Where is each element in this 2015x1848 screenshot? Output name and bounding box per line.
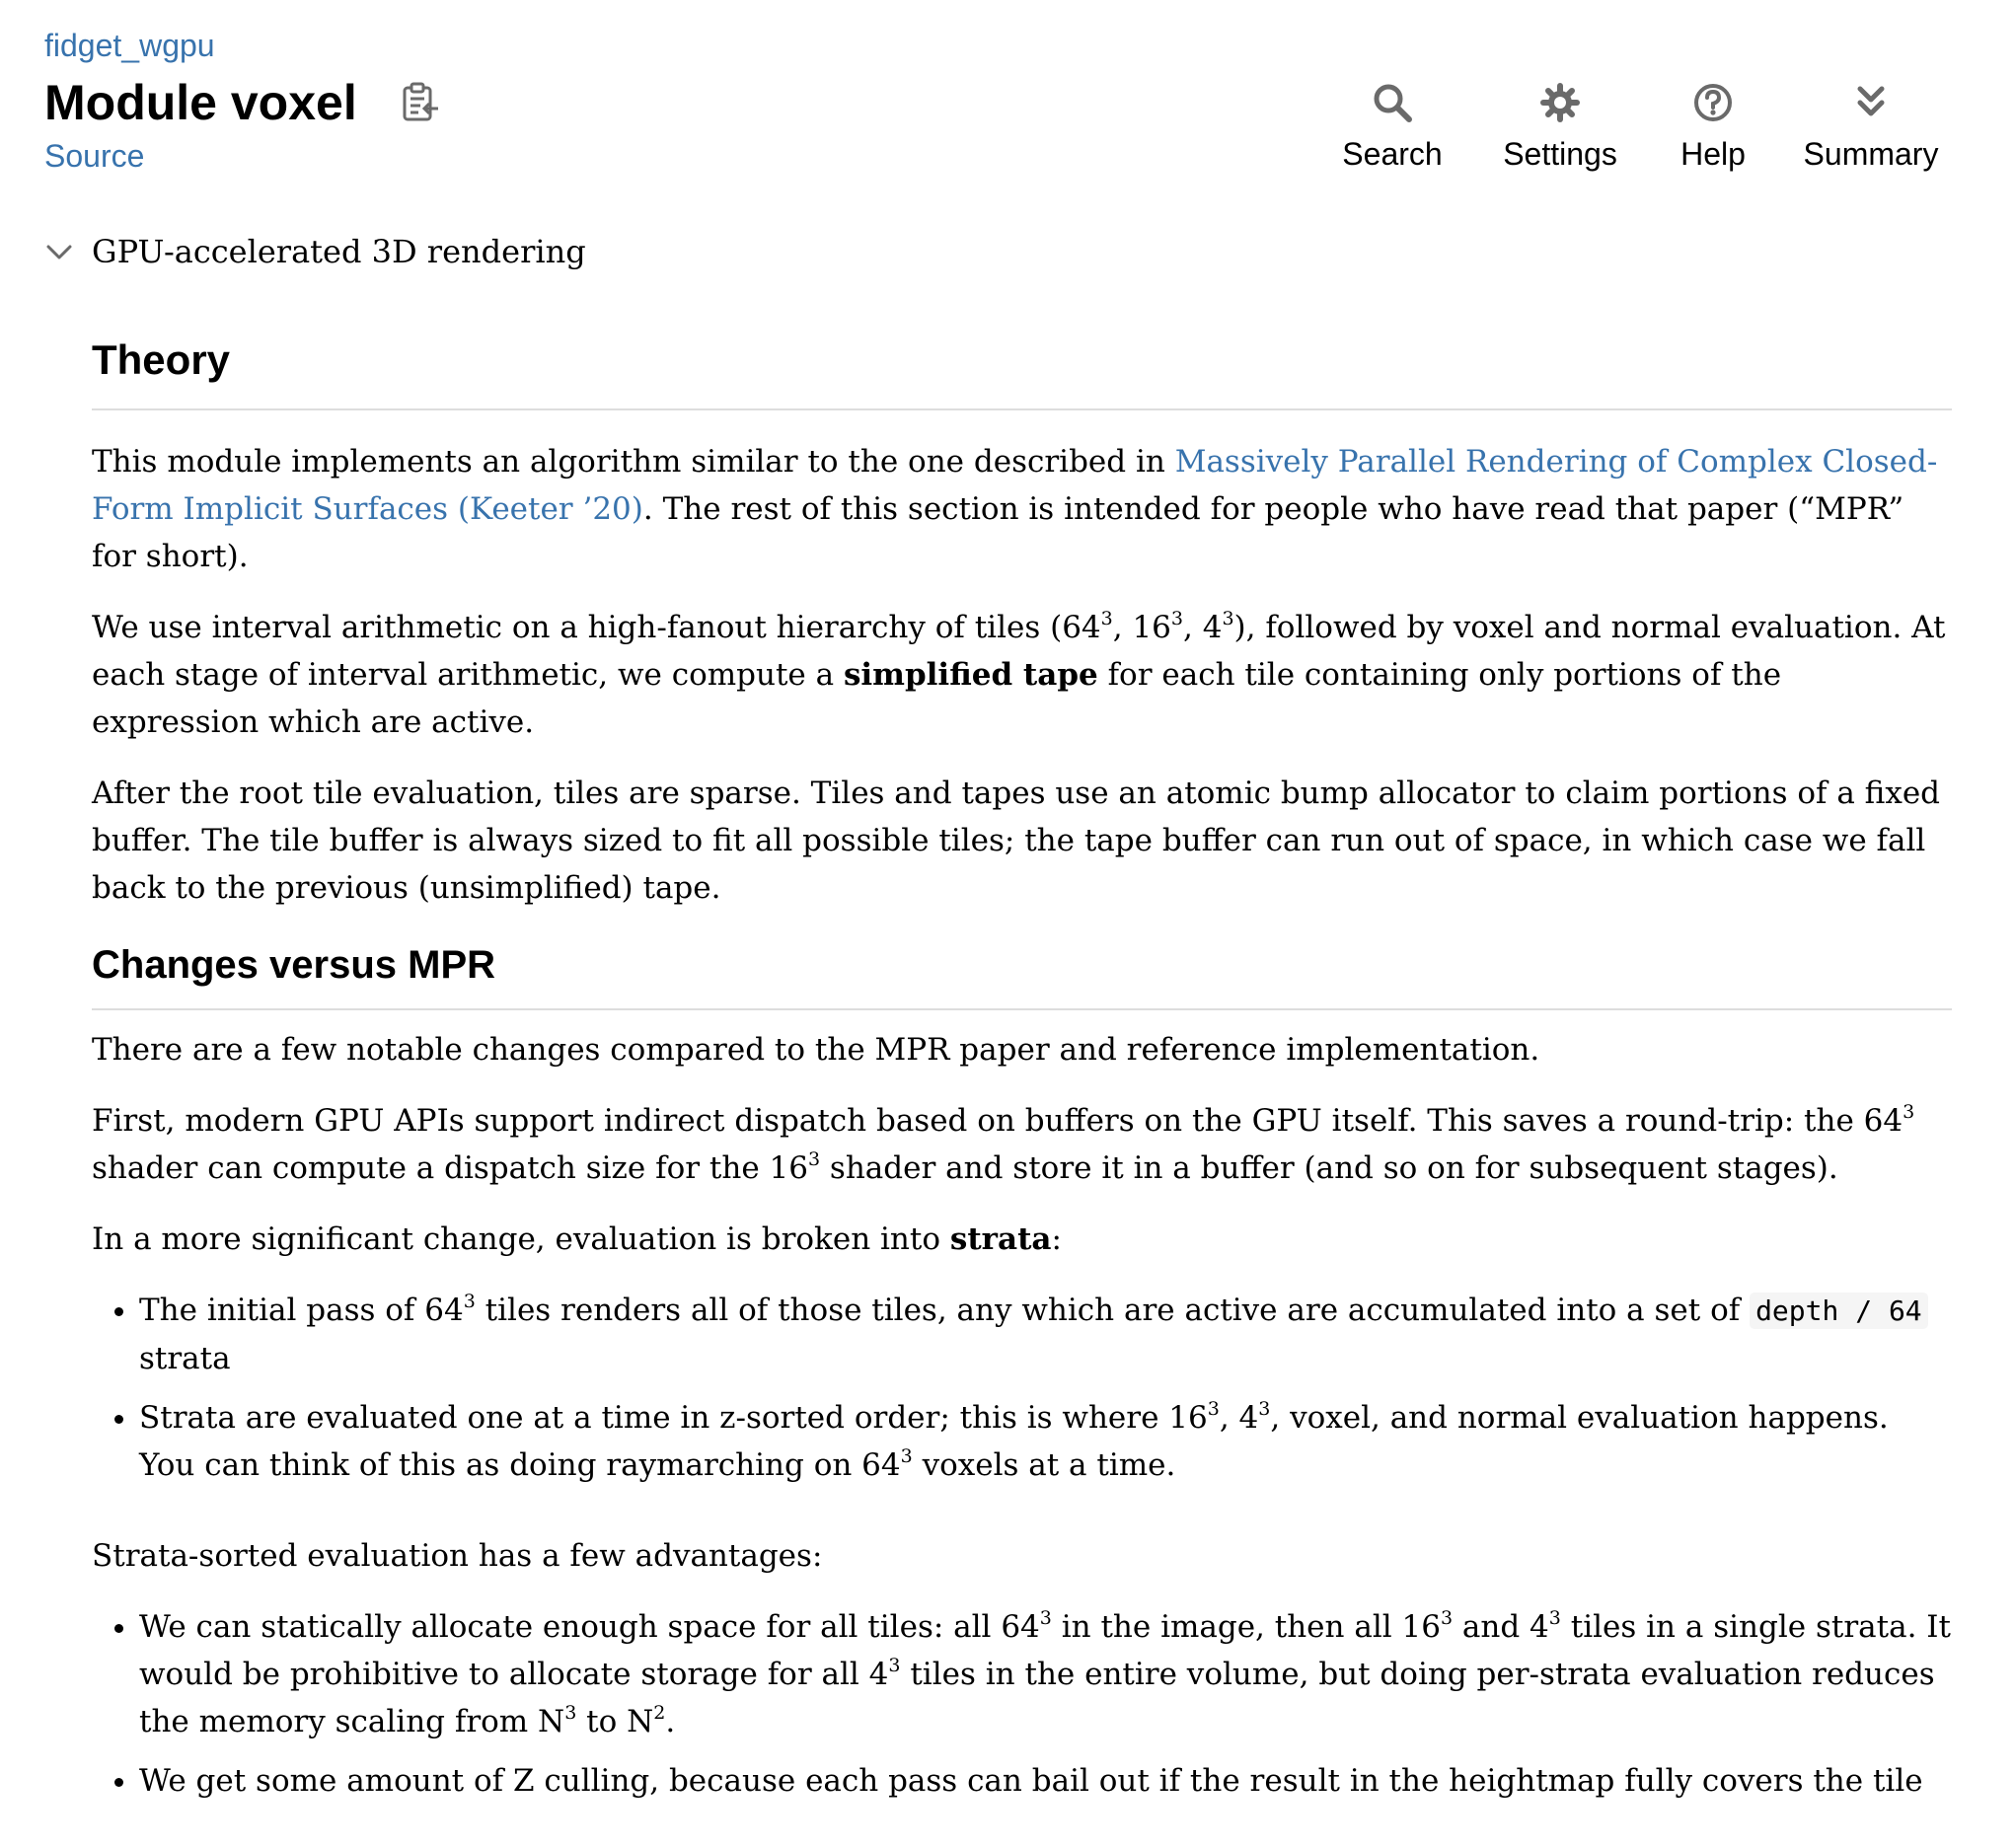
text: and 4 [1453, 1609, 1549, 1645]
advantages-list [92, 1603, 1952, 1805]
superscript: 3 [900, 1445, 913, 1467]
superscript: 3 [807, 1148, 821, 1170]
text: strata [139, 1341, 231, 1376]
text: tiles in a single strata. It would be prohibitive to allocate storage for all 4 [139, 1609, 1951, 1692]
superscript: 3 [1207, 1398, 1220, 1420]
changes-paragraph-1: There are a few notable changes compared to the MPR paper and reference implementation. [92, 1032, 1540, 1068]
toolbar [0, 81, 2015, 180]
settings-label: Settings [1503, 136, 1617, 172]
superscript: 3 [1903, 1101, 1915, 1123]
superscript: 3 [1258, 1398, 1271, 1420]
text: This module implements an algorithm similar to the one described in [92, 444, 1175, 480]
page-title: Module voxel [44, 75, 357, 130]
text: , voxel, and normal evaluation happens. You can think of this as doing raymarching on 64 [139, 1400, 1889, 1483]
source-link[interactable]: Source [44, 138, 145, 174]
inline-code: depth / 64 [1750, 1293, 1928, 1329]
text: In a more significant change, evaluation is broken into [92, 1221, 950, 1257]
changes-paragraph-2 [92, 1097, 1952, 1192]
gear-icon [1538, 81, 1582, 124]
text: We use interval arithmetic on a high-fanout hierarchy of tiles (64 [92, 610, 1101, 645]
changes-paragraph-4: Strata-sorted evaluation has a few advantages: [92, 1538, 823, 1574]
text: . The rest of this section is intended for people who have read that paper (“MPR” for short). [92, 491, 1904, 574]
text: tiles renders all of those tiles, any which are active are accumulated into a set of [475, 1293, 1751, 1328]
settings-button[interactable] [1496, 81, 1624, 173]
mpr-paper-link[interactable]: Massively Parallel Rendering of Complex Closed-Form Implicit Surfaces (Keeter ’20) [92, 444, 1938, 527]
superscript: 3 [1440, 1607, 1454, 1629]
theory-paragraph-3: After the root tile evaluation, tiles are sparse. Tiles and tapes use an atomic bump allocator to claim portions of a fixed buffer. The tile buffer is always sized to fit all possible tiles; the tape buffer can run out of space, in which case we fall back to the previous (unsimplified) tape. [92, 776, 1941, 906]
superscript: 3 [1039, 1607, 1052, 1629]
superscript: 3 [1170, 608, 1183, 629]
heading-theory[interactable]: Theory [92, 326, 1952, 410]
superscript: 2 [653, 1702, 666, 1724]
text: ), followed by voxel and normal evaluation. At each stage of interval arithmetic, we compute a [92, 610, 1946, 693]
emphasis: simplified tape [843, 657, 1098, 693]
superscript: 3 [1222, 608, 1234, 629]
docblock-toggle[interactable] [44, 233, 586, 270]
emphasis: strata [949, 1221, 1052, 1257]
text: We can statically allocate enough space for all tiles: all 64 [139, 1609, 1040, 1645]
docblock [92, 326, 1952, 1848]
text: , 16 [1112, 610, 1171, 645]
theory-paragraph-2 [92, 604, 1952, 746]
list-item: • We get some amount of Z culling, because each pass can bail out if the result in the heightmap fully covers the tile [139, 1757, 1952, 1805]
text: : [1051, 1221, 1062, 1257]
summary-button[interactable] [1802, 81, 1940, 173]
theory-paragraph-1 [92, 438, 1952, 580]
list-item [139, 1603, 1952, 1745]
text: shader and store it in a buffer (and so on for subsequent stages). [820, 1150, 1838, 1186]
text: . [665, 1704, 676, 1739]
double-chevron-down-icon [1849, 81, 1893, 124]
text: for each tile containing only portions of the expression which are active. [92, 657, 1782, 740]
strata-list [92, 1287, 1952, 1489]
search-icon [1371, 81, 1414, 124]
help-label: Help [1680, 136, 1746, 172]
list-item [139, 1394, 1952, 1489]
help-circle-icon [1691, 81, 1735, 124]
superscript: 3 [1548, 1607, 1561, 1629]
superscript: 3 [888, 1655, 901, 1676]
text: to N [576, 1704, 654, 1739]
chevron-down-icon [44, 237, 74, 266]
list-item [139, 1287, 1952, 1382]
toggle-summary: GPU-accelerated 3D rendering [92, 233, 586, 270]
superscript: 3 [564, 1702, 577, 1724]
text: , 4 [1183, 610, 1223, 645]
superscript: 3 [1100, 608, 1113, 629]
text: shader can compute a dispatch size for the 16 [92, 1150, 808, 1186]
text: in the image, then all 16 [1051, 1609, 1441, 1645]
text: tiles in the entire volume, but doing per-strata evaluation reduces the memory scaling from N [139, 1657, 1935, 1739]
changes-paragraph-3 [92, 1216, 1952, 1263]
help-button[interactable] [1674, 81, 1753, 173]
text: First, modern GPU APIs support indirect dispatch based on buffers on the GPU itself. This saves a round-trip: the 64 [92, 1103, 1903, 1139]
summary-label: Summary [1803, 136, 1939, 172]
superscript: 3 [463, 1291, 476, 1312]
heading-changes[interactable]: Changes versus MPR [92, 935, 1952, 1010]
crate-link[interactable]: fidget_wgpu [44, 28, 215, 63]
text: The initial pass of 64 [139, 1293, 464, 1328]
search-button[interactable] [1338, 81, 1447, 173]
search-label: Search [1342, 136, 1443, 172]
text: , 4 [1219, 1400, 1259, 1436]
text: Strata are evaluated one at a time in z-sorted order; this is where 16 [139, 1400, 1208, 1436]
text: voxels at a time. [912, 1447, 1176, 1483]
